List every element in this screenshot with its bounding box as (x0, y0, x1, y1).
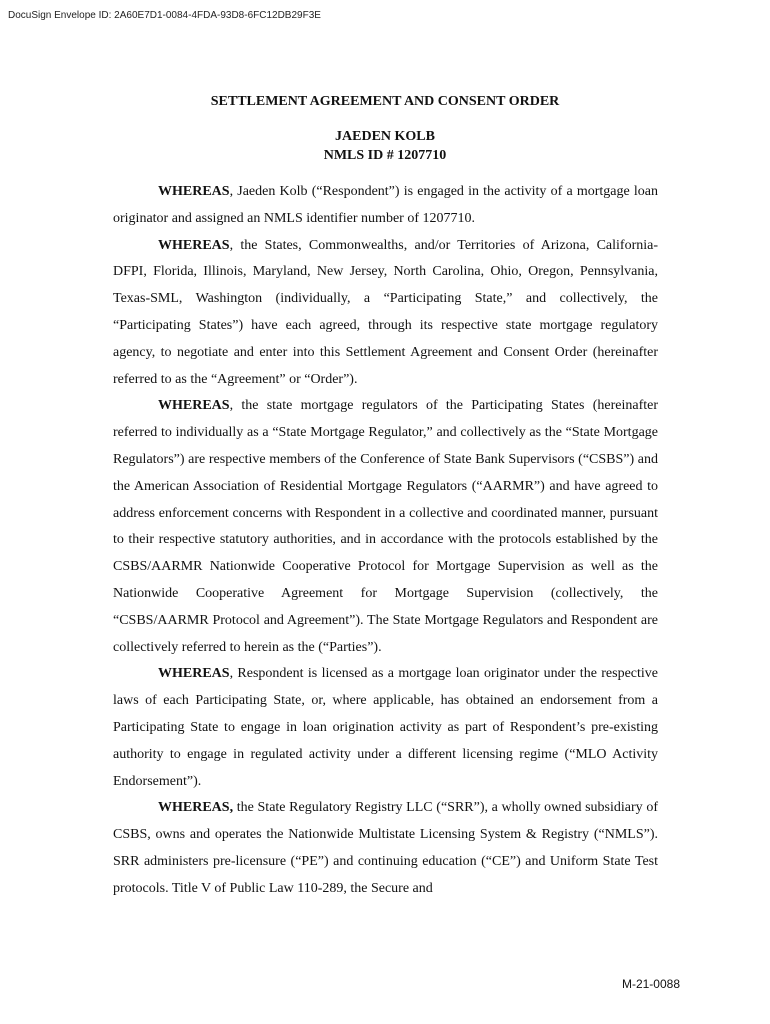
whereas-keyword: WHEREAS (158, 184, 230, 199)
envelope-id: DocuSign Envelope ID: 2A60E7D1-0084-4FDA-93D8-6FC12DB29F3E (8, 10, 321, 21)
paragraph-text: , the state mortgage regulators of the Participating States (hereinafter referred to individually as a “State Mortgage Regulator,” and collectively as the “State Mortgage Regulators”) are respective members of the Conference of State Bank Supervisors (“CSBS”) and the American Association of Residential Mortgage Regulators (“AARMR”) and have agreed to address enforcement concerns with Respondent in a collective and coordinated manner, pursuant to their respective statutory authorities, and in accordance with the protocols established by the CSBS/AARMR Nationwide Cooperative Protocol for Mortgage Supervision as well as the Nationwide Cooperative Agreement for Mortgage Supervision (collectively, the “CSBS/AARMR Protocol and Agreement”). The State Mortgage Regulators and Respondent are collectively referred to herein as the (“Parties”). (113, 398, 658, 655)
paragraph (113, 179, 658, 233)
paragraph (113, 795, 658, 902)
paragraph (113, 393, 658, 661)
paragraph (113, 661, 658, 795)
document-code: M-21-0088 (621, 977, 680, 991)
paragraph-text: the State Regulatory Registry LLC (“SRR”), a wholly owned subsidiary of CSBS, owns and operates the Nationwide Multistate Licensing System & Registry (“NMLS”). SRR administers pre-licensure (“PE”) and continuing education (“CE”) and Uniform State Test protocols. Title V of Public Law 110-289, the Secure and (113, 800, 658, 896)
document-body (113, 179, 658, 903)
respondent-name: JAEDEN KOLB (335, 129, 435, 144)
whereas-keyword: WHEREAS (158, 398, 230, 414)
paragraph-text: , Respondent is licensed as a mortgage loan originator under the respective laws of each Participating State, or, where applicable, has obtained an endorsement from a Participating State to engage in loan origination activity as part of Respondent’s pre-existing authority to engage in regulated activity under a different licensing regime (“MLO Activity Endorsement”). (113, 666, 658, 789)
paragraph-text: , Jaeden Kolb (“Respondent”) is engaged in the activity of a mortgage loan originator and assigned an NMLS identifier number of 1207710. (113, 184, 658, 226)
nmls-id: NMLS ID # 1207710 (323, 148, 447, 163)
document-title: SETTLEMENT AGREEMENT AND CONSENT ORDER (210, 94, 560, 109)
paragraph-text: , the States, Commonwealths, and/or Territories of Arizona, California-DFPI, Florida, Illinois, Maryland, New Jersey, North Carolina, Ohio, Oregon, Pennsylvania, Texas-SML, Washington (individually, a “Participating State,” and collectively, the “Participating States”) have each agreed, through its respective state mortgage regulatory agency, to negotiate and enter into this Settlement Agreement and Consent Order (hereinafter referred to as the “Agreement” or “Order”). (113, 237, 658, 387)
paragraph (113, 233, 658, 394)
whereas-keyword: WHEREAS, (158, 800, 234, 816)
whereas-keyword: WHEREAS (158, 666, 230, 682)
whereas-keyword: WHEREAS (158, 237, 230, 253)
